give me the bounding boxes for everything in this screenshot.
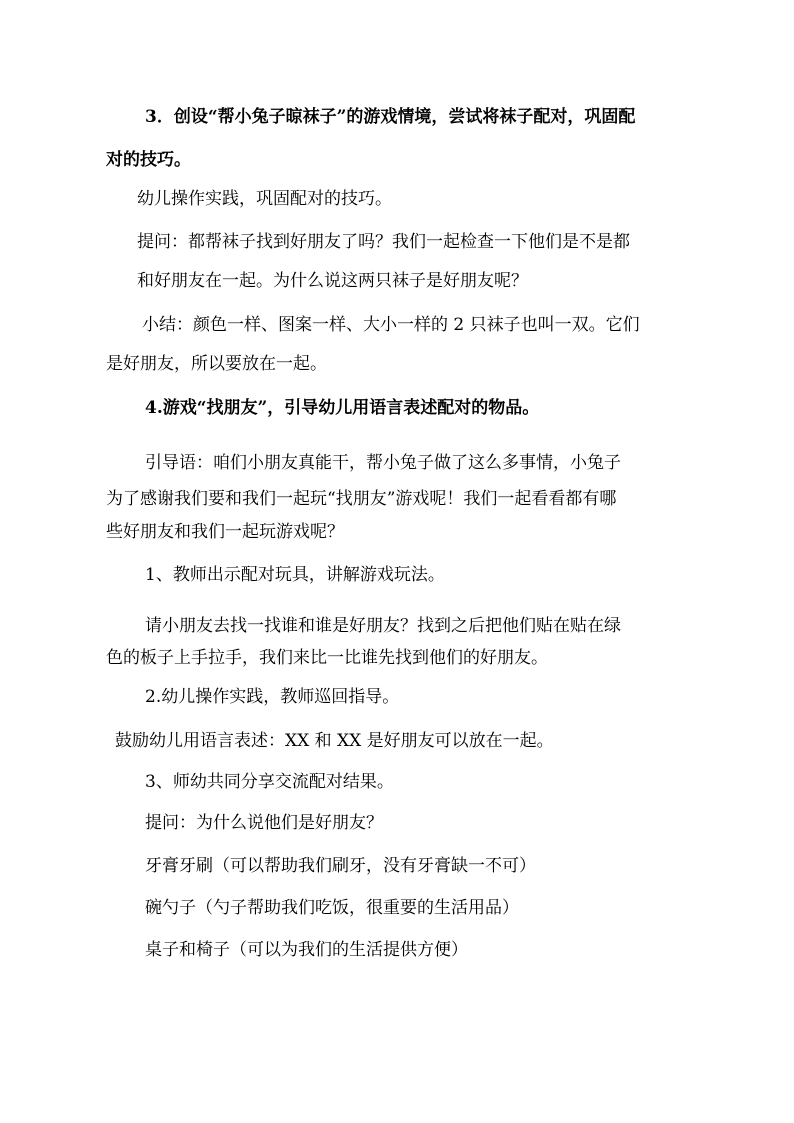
section4-answer3: 桌子和椅子（可以为我们的生活提供方便） <box>145 940 468 960</box>
section4-step2: 2.幼儿操作实践，教师巡回指导。 <box>145 687 400 707</box>
section4-question: 提问：为什么说他们是好朋友？ <box>145 813 383 833</box>
section4-guide-line3: 些好朋友和我们一起玩游戏呢？ <box>106 522 344 542</box>
section4-answer1: 牙膏牙刷（可以帮助我们刷牙，没有牙膏缺一不可） <box>145 856 536 876</box>
section4-step1-detail-line1: 请小朋友去找一找谁和谁是好朋友？找到之后把他们贴在贴在绿 <box>145 616 621 636</box>
section3-summary-line1: 小结：颜色一样、图案一样、大小一样的 2 只袜子也叫一双。它们 <box>142 315 640 335</box>
section4-encourage: 鼓励幼儿用语言表述：XX 和 XX 是好朋友可以放在一起。 <box>115 731 554 751</box>
section3-heading-line2: 对的技巧。 <box>106 150 191 170</box>
section3-practice: 幼儿操作实践，巩固配对的技巧。 <box>137 189 392 209</box>
section4-heading: 4.游戏“找朋友”，引导幼儿用语言表述配对的物品。 <box>145 398 540 418</box>
section3-heading-line1: 3．创设“帮小兔子晾袜子”的游戏情境，尝试将袜子配对，巩固配 <box>145 107 636 127</box>
section4-step3: 3、师幼共同分享交流配对结果。 <box>145 772 394 792</box>
section4-guide-line1: 引导语：咱们小朋友真能干，帮小兔子做了这么多事情，小兔子 <box>145 453 621 473</box>
section4-step1-detail-line2: 色的板子上手拉手，我们来比一比谁先找到他们的好朋友。 <box>106 648 548 668</box>
section3-summary-line2: 是好朋友，所以要放在一起。 <box>106 354 327 374</box>
section3-question-line2: 和好朋友在一起。为什么说这两只袜子是好朋友呢？ <box>137 271 528 291</box>
section3-question-line1: 提问：都帮袜子找到好朋友了吗？我们一起检查一下他们是不是都 <box>137 232 630 252</box>
section4-guide-line2: 为了感谢我们要和我们一起玩“找朋友”游戏呢！我们一起看看都有哪 <box>106 489 617 509</box>
section4-step1: 1、教师出示配对玩具，讲解游戏玩法。 <box>145 565 445 585</box>
section4-answer2: 碗勺子（勺子帮助我们吃饭，很重要的生活用品） <box>145 898 519 918</box>
